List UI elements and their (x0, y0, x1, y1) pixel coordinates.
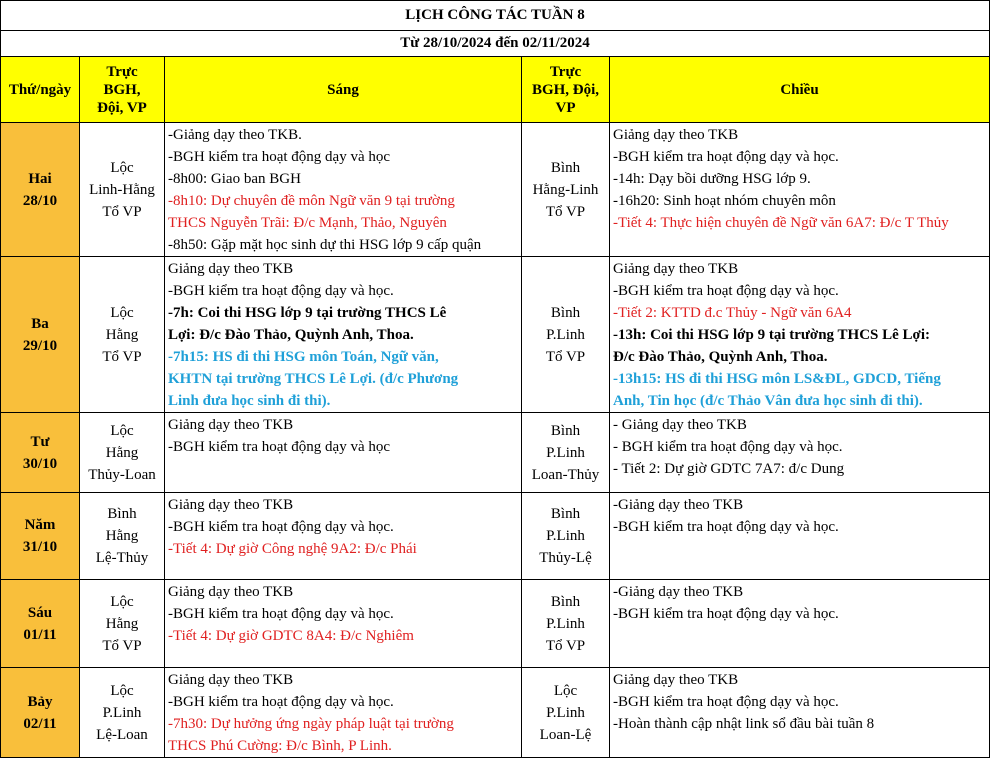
afternoon-cell (610, 580, 990, 668)
duty-morning-cell (80, 493, 165, 580)
activity-item: -Giảng dạy theo TKB (613, 497, 744, 513)
page-title: LỊCH CÔNG TÁC TUẦN 8 (1, 1, 990, 31)
morning-cell (165, 493, 522, 580)
activity-item: - Giảng dạy theo TKB (613, 417, 747, 433)
activity-item: -8h00: Giao ban BGH (168, 171, 301, 187)
duty-morning-cell-line: Linh-Hằng (89, 181, 155, 198)
duty-afternoon-cell-line: P.Linh (546, 326, 585, 343)
activity-item: Giảng dạy theo TKB (168, 584, 294, 600)
duty-morning-cell-line: Hằng (105, 615, 139, 632)
schedule-row (1, 493, 990, 580)
activity-item: -13h: Coi thi HSG lớp 9 tại trường THCS Lê Lợi: (613, 327, 931, 343)
activity-item: -BGH kiểm tra hoạt động dạy và học. (613, 606, 839, 622)
activity-item: -8h50: Gặp mặt học sinh dự thi HSG lớp 9 cấp quận (168, 237, 482, 253)
duty-morning-cell-line: P.Linh (102, 704, 142, 721)
header-duty-morning-line: BGH, (103, 81, 141, 98)
duty-afternoon-cell-line: P.Linh (546, 615, 585, 632)
activity-item: THCS Phú Cường: Đ/c Bình, P Linh. (168, 738, 392, 754)
duty-afternoon-cell (522, 668, 610, 758)
duty-morning-cell-line: Hằng (105, 528, 139, 544)
schedule-row (1, 257, 990, 413)
duty-afternoon-cell-line: Lộc (553, 682, 578, 699)
header-morning: Sáng (165, 57, 522, 123)
activity-item: -BGH kiểm tra hoạt động dạy và học (168, 149, 391, 165)
day-cell-line: 31/10 (22, 539, 58, 555)
header-duty-afternoon (522, 57, 610, 123)
activity-item: -BGH kiểm tra hoạt động dạy và học. (168, 694, 394, 710)
activity-item: Linh đưa học sinh đi thi). (168, 393, 331, 409)
day-cell (1, 257, 80, 413)
duty-afternoon-cell-line: P.Linh (546, 528, 585, 544)
duty-morning-cell-line: Tổ VP (102, 203, 142, 220)
activity-item: -BGH kiểm tra hoạt động dạy và học. (168, 519, 394, 535)
duty-afternoon-cell (522, 413, 610, 493)
activity-item: Giảng dạy theo TKB (168, 497, 294, 513)
day-cell-line: Năm (24, 517, 56, 533)
duty-morning-cell-line: Hằng (105, 444, 139, 461)
day-cell-line: Sáu (27, 604, 53, 621)
activity-item: Giảng dạy theo TKB (613, 261, 739, 277)
activity-item: -13h15: HS đi thi HSG môn LS&ĐL, GDCD, Tiếng (613, 371, 941, 387)
activity-item: - BGH kiểm tra hoạt động dạy và học. (613, 439, 843, 455)
day-cell (1, 668, 80, 758)
header-duty-morning (80, 57, 165, 123)
schedule-row (1, 668, 990, 758)
duty-morning-cell (80, 123, 165, 257)
activity-item: -8h10: Dự chuyên đề môn Ngữ văn 9 tại trường (168, 193, 455, 209)
activity-item: -BGH kiểm tra hoạt động dạy và học. (168, 606, 394, 622)
morning-cell (165, 668, 522, 758)
activity-item: -BGH kiểm tra hoạt động dạy và học. (613, 283, 839, 299)
duty-morning-cell (80, 668, 165, 758)
activity-item: -Giảng dạy theo TKB (613, 584, 744, 600)
day-cell-line: 01/11 (23, 626, 57, 643)
duty-afternoon-cell (522, 257, 610, 413)
morning-cell (165, 580, 522, 668)
date-range: Từ 28/10/2024 đến 02/11/2024 (1, 31, 990, 57)
day-cell-line: 28/10 (22, 192, 58, 209)
day-cell-line: 02/11 (23, 715, 57, 732)
duty-afternoon-cell-line: Hằng-Linh (532, 181, 599, 198)
duty-afternoon-cell-line: Tổ VP (545, 348, 586, 365)
day-cell (1, 580, 80, 668)
activity-item: Giảng dạy theo TKB (613, 127, 739, 143)
duty-afternoon-cell-line: Bình (550, 304, 581, 321)
duty-morning-cell-line: Lộc (110, 422, 134, 439)
afternoon-cell (610, 123, 990, 257)
activity-item: -BGH kiểm tra hoạt động dạy và học. (168, 283, 394, 299)
morning-cell (165, 123, 522, 257)
activity-item: -BGH kiểm tra hoạt động dạy và học (168, 439, 391, 455)
activity-item: Giảng dạy theo TKB (613, 672, 739, 688)
activity-item: KHTN tại trường THCS Lê Lợi. (đ/c Phương (168, 371, 459, 387)
activity-item: -7h15: HS đi thi HSG môn Toán, Ngữ văn, (168, 349, 439, 365)
activity-item: -7h30: Dự hưởng ứng ngày pháp luật tại trường (168, 716, 454, 732)
activity-item: Giảng dạy theo TKB (168, 417, 294, 433)
schedule-row (1, 123, 990, 257)
header-duty-morning-line: Trực (106, 63, 138, 80)
header-day: Thứ/ngày (1, 57, 80, 123)
duty-morning-cell-line: Bình (107, 506, 137, 522)
activity-item: -14h: Dạy bồi dưỡng HSG lớp 9. (613, 171, 811, 187)
activity-item: -Tiết 4: Dự giờ GDTC 8A4: Đ/c Nghiêm (168, 628, 414, 644)
activity-item: Đ/c Đào Thảo, Quỳnh Anh, Thoa. (613, 349, 828, 365)
duty-morning-cell-line: Tổ VP (102, 637, 142, 654)
duty-afternoon-cell-line: P.Linh (546, 444, 585, 461)
activity-item: -BGH kiểm tra hoạt động dạy và học. (613, 694, 839, 710)
header-row (1, 57, 990, 123)
duty-morning-cell (80, 413, 165, 493)
morning-cell (165, 257, 522, 413)
header-duty-afternoon-line: BGH, Đội, (531, 81, 600, 98)
duty-afternoon-cell-line: Bình (550, 506, 581, 522)
duty-morning-cell-line: Lệ-Loan (96, 726, 148, 743)
duty-afternoon-cell-line: Loan-Lệ (539, 726, 592, 743)
duty-morning-cell (80, 580, 165, 668)
duty-afternoon-cell-line: Loan-Thủy (531, 466, 600, 483)
duty-afternoon-cell-line: Bình (550, 159, 581, 176)
duty-morning-cell-line: Tổ VP (102, 348, 142, 365)
schedule-row (1, 580, 990, 668)
day-cell-line: Hai (28, 170, 52, 187)
morning-cell (165, 413, 522, 493)
schedule-row (1, 413, 990, 493)
day-cell-line: Bảy (27, 693, 53, 710)
day-cell (1, 123, 80, 257)
duty-morning-cell-line: Lệ-Thủy (95, 550, 149, 566)
activity-item: -Tiết 4: Dự giờ Công nghệ 9A2: Đ/c Phái (168, 541, 417, 557)
duty-morning-cell-line: Thủy-Loan (88, 466, 156, 483)
activity-item: THCS Nguyễn Trãi: Đ/c Mạnh, Thảo, Nguyên (168, 215, 447, 231)
activity-item: -Giảng dạy theo TKB. (168, 127, 302, 143)
day-cell-line: 29/10 (22, 337, 58, 354)
activity-item: -BGH kiểm tra hoạt động dạy và học. (613, 149, 839, 165)
duty-afternoon-cell-line: Tổ VP (545, 203, 586, 220)
activity-item: -BGH kiểm tra hoạt động dạy và học. (613, 519, 839, 535)
duty-morning-cell-line: Lộc (110, 304, 134, 321)
activity-item: -7h: Coi thi HSG lớp 9 tại trường THCS Lê (168, 305, 447, 321)
duty-morning-cell-line: Lộc (110, 593, 134, 610)
duty-morning-cell-line: Lộc (110, 682, 134, 699)
afternoon-cell (610, 668, 990, 758)
duty-afternoon-cell-line: Bình (550, 593, 581, 610)
activity-item: Lợi: Đ/c Đào Thảo, Quỳnh Anh, Thoa. (168, 327, 414, 343)
duty-morning-cell-line: Hằng (105, 326, 139, 343)
day-cell-line: 30/10 (22, 455, 58, 472)
duty-afternoon-cell (522, 580, 610, 668)
duty-afternoon-cell-line: Tổ VP (545, 637, 586, 654)
activity-item: Giảng dạy theo TKB (168, 672, 294, 688)
day-cell (1, 413, 80, 493)
afternoon-cell (610, 493, 990, 580)
activity-item: -16h20: Sinh hoạt nhóm chuyên môn (613, 193, 836, 209)
duty-morning-cell-line: Lộc (110, 159, 134, 176)
afternoon-cell (610, 413, 990, 493)
activity-item: -Tiết 2: KTTD đ.c Thủy - Ngữ văn 6A4 (613, 305, 852, 321)
afternoon-cell (610, 257, 990, 413)
day-cell-line: Tư (30, 433, 50, 450)
schedule-body (1, 123, 990, 758)
activity-item: -Tiết 4: Thực hiện chuyên đề Ngữ văn 6A7: Đ/c T Thủy (613, 215, 949, 231)
duty-afternoon-cell-line: P.Linh (546, 704, 585, 721)
header-duty-afternoon-line: Trực (549, 63, 582, 80)
duty-morning-cell (80, 257, 165, 413)
activity-item: Anh, Tin học (đ/c Thảo Vân đưa học sinh đi thi). (613, 393, 923, 409)
duty-afternoon-cell (522, 123, 610, 257)
header-duty-morning-line: Đội, VP (97, 99, 147, 116)
activity-item: -Hoàn thành cập nhật link sổ đầu bài tuần 8 (613, 716, 875, 732)
activity-item: - Tiết 2: Dự giờ GDTC 7A7: đ/c Dung (613, 461, 845, 477)
header-afternoon: Chiều (610, 57, 990, 123)
day-cell-line: Ba (31, 315, 49, 332)
activity-item: Giảng dạy theo TKB (168, 261, 294, 277)
day-cell (1, 493, 80, 580)
duty-afternoon-cell (522, 493, 610, 580)
header-duty-afternoon-line: VP (555, 99, 576, 116)
duty-afternoon-cell-line: Thủy-Lệ (539, 550, 592, 566)
duty-afternoon-cell-line: Bình (550, 422, 581, 439)
